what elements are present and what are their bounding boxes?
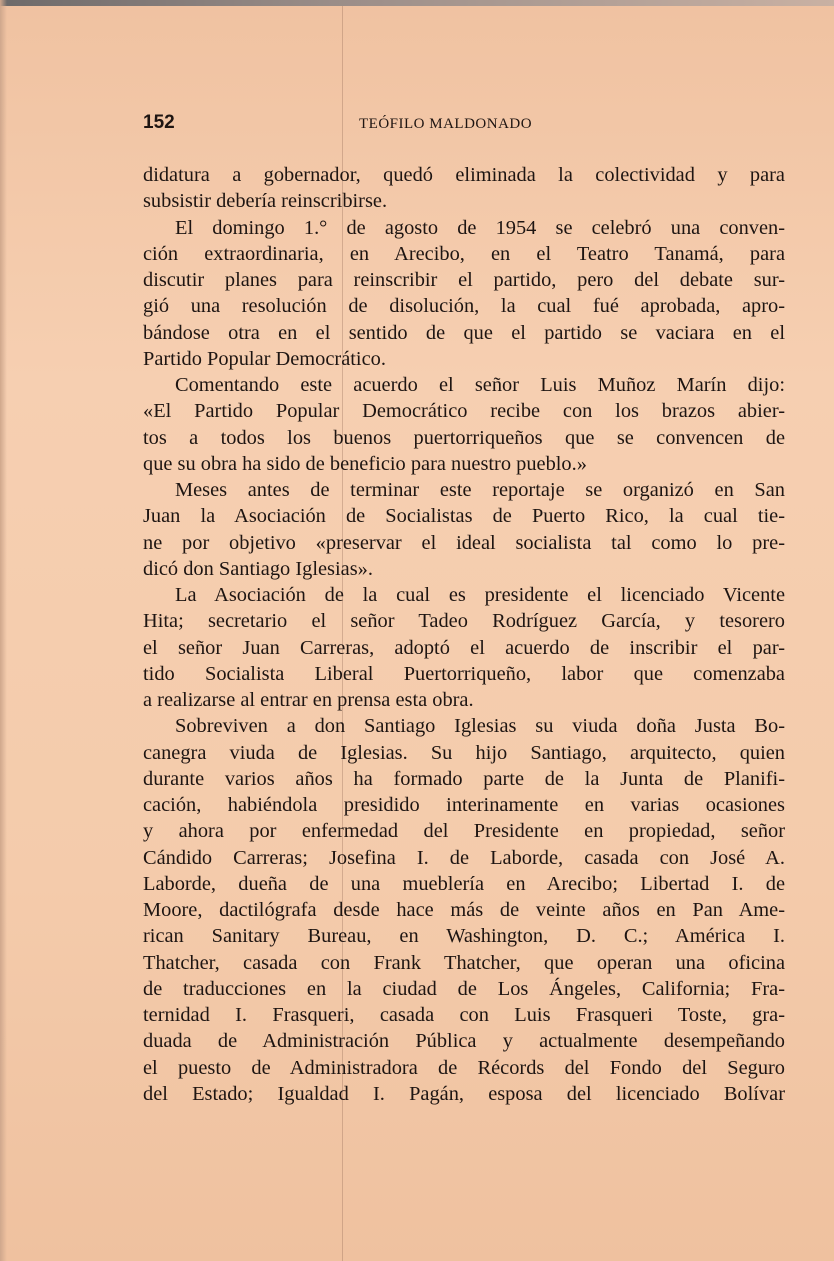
body-text bbox=[143, 162, 785, 1107]
text-line: subsistir debería reinscribirse. bbox=[143, 190, 388, 213]
text-line: La Asociación de la cual es presidente el licenciado Vicente bbox=[175, 584, 785, 606]
text-line: Partido Popular Democrático. bbox=[143, 347, 386, 370]
text-line: canegra viuda de Iglesias. Su hijo Santiago, arquitecto, quien bbox=[143, 741, 785, 764]
text-line: «El Partido Popular Democrático recibe con los brazos abier- bbox=[143, 400, 785, 423]
page-header bbox=[143, 112, 784, 138]
running-head: TEÓFILO MALDONADO bbox=[359, 116, 533, 132]
text-line: gió una resolución de disolución, la cual fué aprobada, apro- bbox=[143, 295, 785, 318]
text-line: Hita; secretario el señor Tadeo Rodríguez García, y tesorero bbox=[143, 610, 785, 633]
text-line: Thatcher, casada con Frank Thatcher, que operan una oficina bbox=[143, 951, 785, 974]
text-line: ternidad I. Frasqueri, casada con Luis Frasqueri Toste, gra- bbox=[143, 1004, 785, 1026]
text-line: tido Socialista Liberal Puertorriqueño, labor que comenzaba bbox=[143, 662, 785, 685]
text-line: Comentando este acuerdo el señor Luis Muñoz Marín dijo: bbox=[175, 374, 785, 396]
text-line: bándose otra en el sentido de que el partido se vaciara en el bbox=[143, 321, 785, 344]
text-line: ción extraordinaria, en Arecibo, en el Teatro Tanamá, para bbox=[143, 242, 785, 265]
text-line: cación, habiéndola presidido interinamente en varias ocasiones bbox=[143, 794, 785, 816]
text-line: dicó don Santiago Iglesias». bbox=[143, 557, 373, 580]
text-line: ne por objetivo «preservar el ideal socialista tal como lo pre- bbox=[143, 531, 785, 554]
text-line: el señor Juan Carreras, adoptó el acuerdo de inscribir el par- bbox=[143, 636, 785, 659]
text-line: didatura a gobernador, quedó eliminada la colectividad y para bbox=[143, 164, 785, 186]
text-line: duada de Administración Pública y actualmente desempeñando bbox=[143, 1030, 785, 1053]
scan-left-edge bbox=[0, 0, 7, 1261]
text-line: Laborde, dueña de una mueblería en Arecibo; Libertad I. de bbox=[143, 872, 785, 895]
text-line: tos a todos los buenos puertorriqueños que se convencen de bbox=[143, 426, 785, 449]
text-line: Moore, dactilógrafa desde hace más de veinte años en Pan Ame- bbox=[143, 899, 785, 921]
text-line: el puesto de Administradora de Récords del Fondo del Seguro bbox=[143, 1056, 785, 1079]
text-line: Juan la Asociación de Socialistas de Puerto Rico, la cual tie- bbox=[143, 505, 785, 528]
text-line: a realizarse al entrar en prensa esta obra. bbox=[143, 689, 474, 711]
page-number: 152 bbox=[143, 112, 175, 133]
text-line: Meses antes de terminar este reportaje se organizó en San bbox=[175, 479, 785, 501]
text-line: del Estado; Igualdad I. Pagán, esposa del licenciado Bolívar bbox=[143, 1082, 785, 1105]
text-line: de traducciones en la ciudad de Los Ángeles, California; Fra- bbox=[143, 977, 785, 1000]
text-line: Cándido Carreras; Josefina I. de Laborde, casada con José A. bbox=[143, 846, 785, 869]
scan-top-edge bbox=[0, 0, 834, 6]
text-line: Sobreviven a don Santiago Iglesias su viuda doña Justa Bo- bbox=[175, 715, 785, 738]
text-line: que su obra ha sido de beneficio para nuestro pueblo.» bbox=[143, 452, 587, 475]
text-line: y ahora por enfermedad del Presidente en propiedad, señor bbox=[143, 820, 785, 843]
text-line: rican Sanitary Bureau, en Washington, D. C.; América I. bbox=[143, 925, 785, 948]
text-line: discutir planes para reinscribir el partido, pero del debate sur- bbox=[143, 269, 785, 291]
text-line: El domingo 1.° de agosto de 1954 se celebró una conven- bbox=[175, 216, 785, 239]
text-line: durante varios años ha formado parte de la Junta de Planifi- bbox=[143, 767, 785, 790]
